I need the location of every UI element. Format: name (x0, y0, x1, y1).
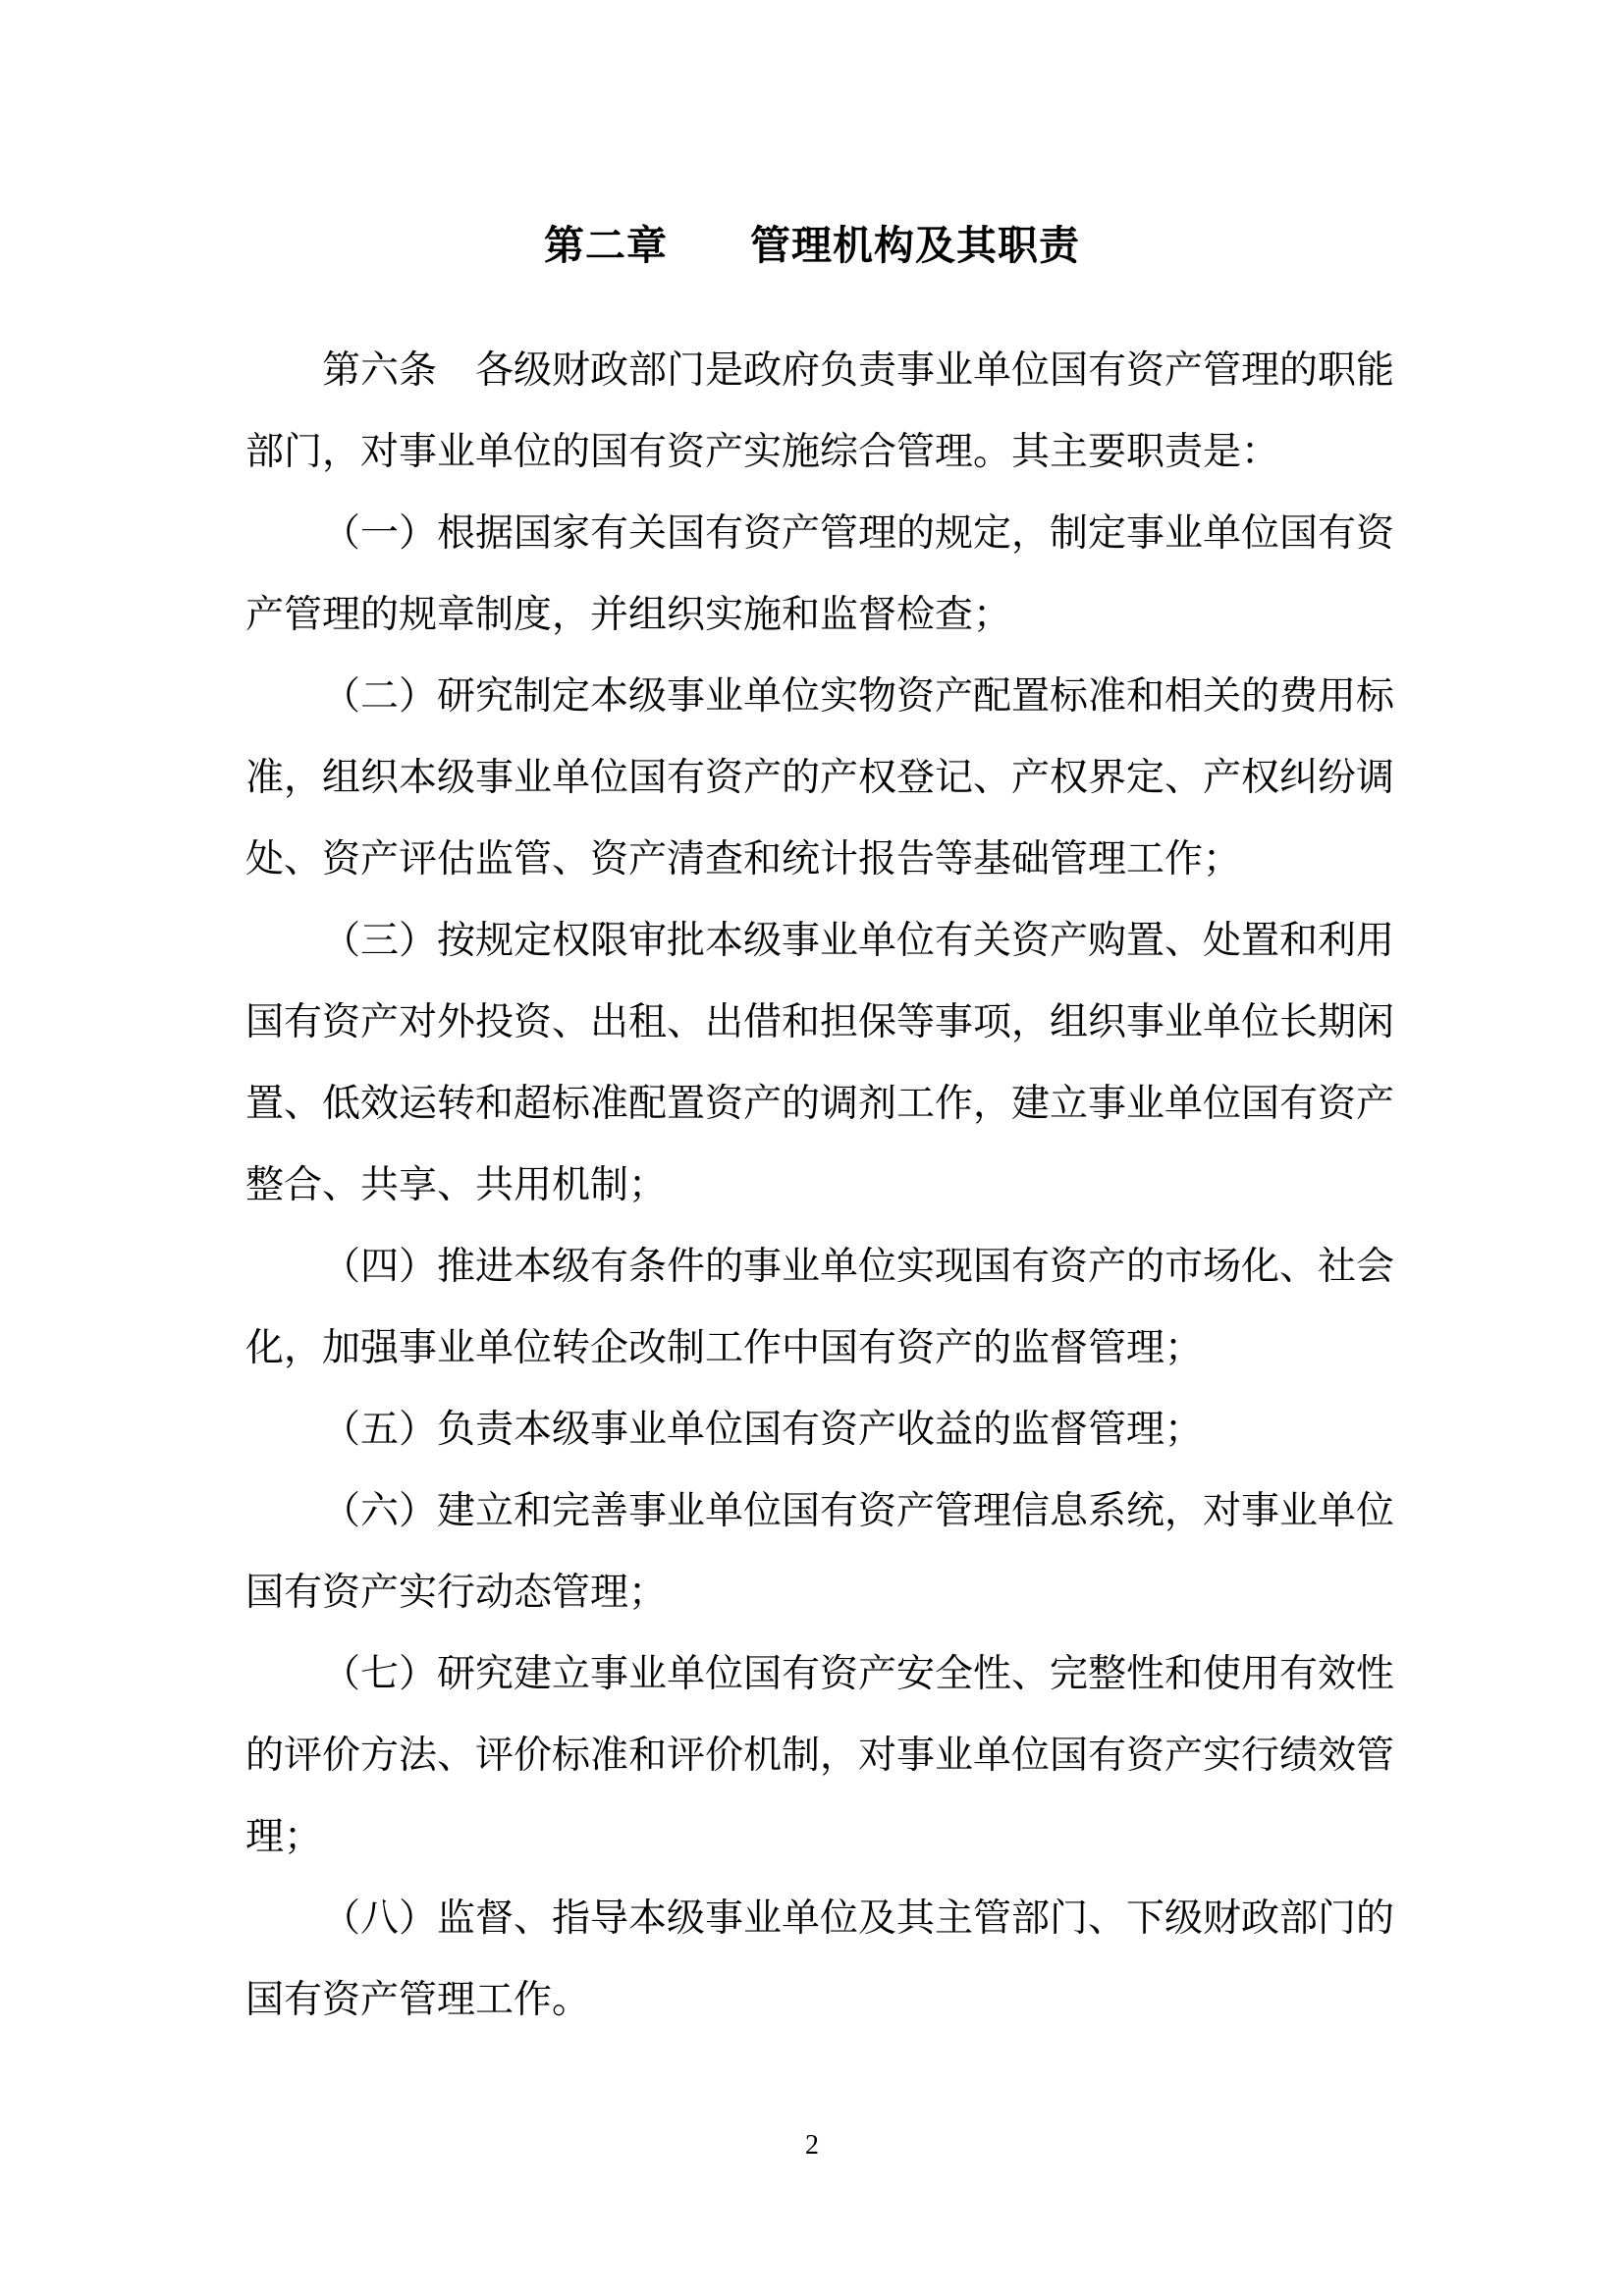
paragraph-article-6: 第六条 各级财政部门是政府负责事业单位国有资产管理的职能部门，对事业单位的国有资产实施综合管理。其主要职责是： (245, 349, 1395, 473)
paragraph-item-6: （六）建立和完善事业单位国有资产管理信息系统，对事业单位国有资产实行动态管理； (245, 1490, 1395, 1614)
paragraph-item-7: （七）研究建立事业单位国有资产安全性、完整性和使用有效性的评价方法、评价标准和评价机制，对事业单位国有资产实行绩效管理； (245, 1653, 1395, 1858)
document-body (245, 330, 1394, 2041)
page-number: 2 (805, 2130, 819, 2161)
paragraph-item-3: （三）按规定权限审批本级事业单位有关资产购置、处置和利用国有资产对外投资、出租、出借和担保等事项，组织事业单位长期闲置、低效运转和超标准配置资产的调剂工作，建立事业单位国有资产整合、共享、共用机制； (245, 920, 1395, 1206)
chapter-title: 第二章 管理机构及其职责 (544, 223, 1080, 268)
paragraph-item-1: （一）根据国家有关国有资产管理的规定，制定事业单位国有资产管理的规章制度，并组织实施和监督检查； (245, 512, 1395, 636)
paragraph-item-5: （五）负责本级事业单位国有资产收益的监督管理； (322, 1409, 1204, 1451)
paragraph-item-4: （四）推进本级有条件的事业单位实现国有资产的市场化、社会化，加强事业单位转企改制工作中国有资产的监督管理； (245, 1246, 1395, 1369)
paragraph-item-8: （八）监督、指导本级事业单位及其主管部门、下级财政部门的国有资产管理工作。 (245, 1897, 1395, 2021)
paragraph-item-2: （二）研究制定本级事业单位实物资产配置标准和相关的费用标准，组织本级事业单位国有资产的产权登记、产权界定、产权纠纷调处、资产评估监管、资产清查和统计报告等基础管理工作； (245, 675, 1395, 881)
